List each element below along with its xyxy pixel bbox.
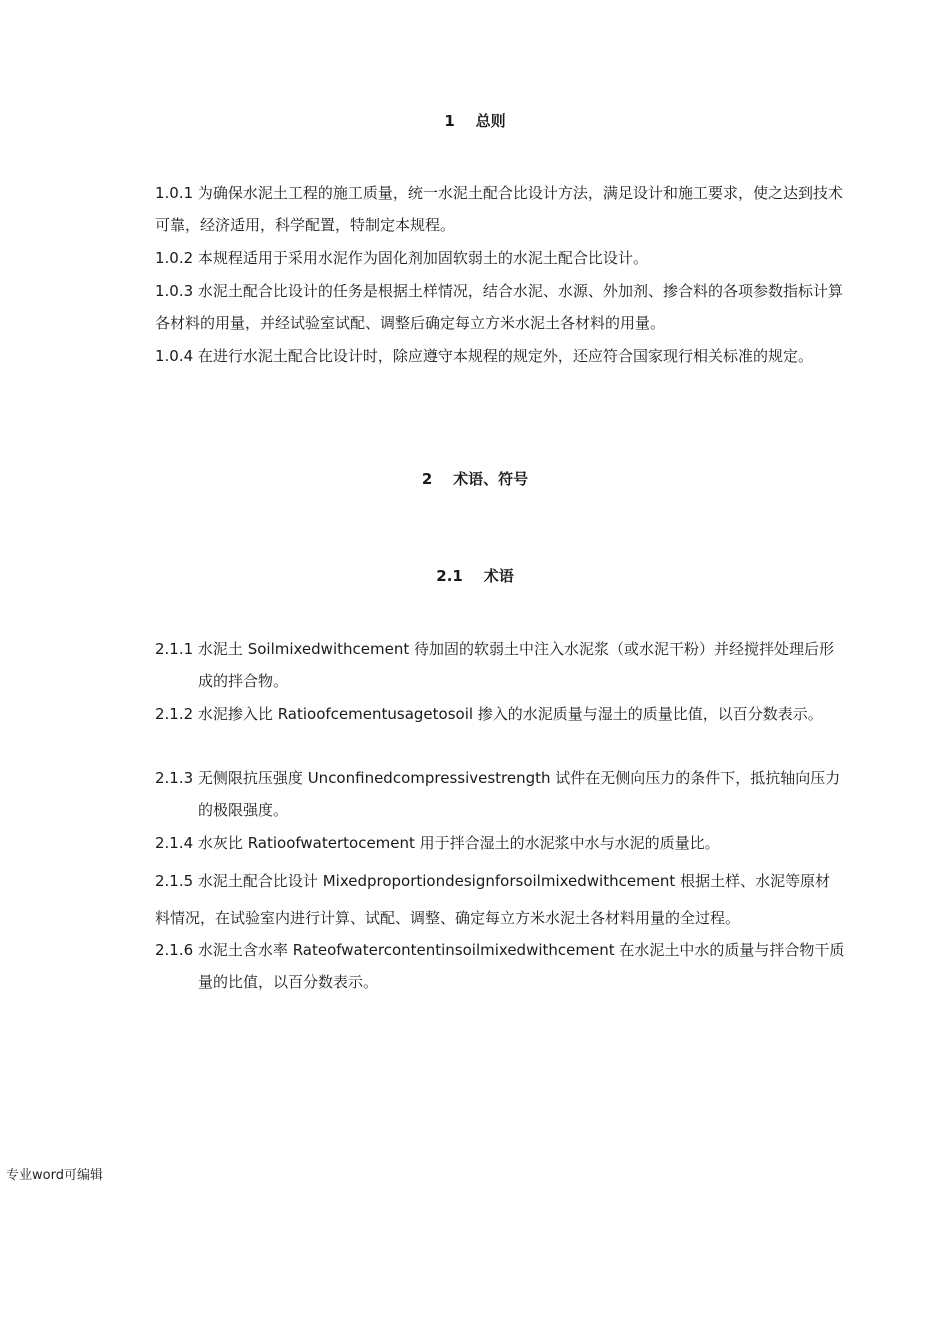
clause-1-0-3: 1.0.3 水泥土配合比设计的任务是根据土样情况，结合水泥、水源、外加剂、掺合料的各项参数指标计算各材料的用量，并经试验室试配、调整后确定每立方米水泥土各材料的用量。 <box>155 282 843 332</box>
clause-2-1-2: 2.1.2 水泥掺入比 Ratioofcementusagetosoil 掺入的水泥质量与湿土的质量比值，以百分数表示。 <box>155 705 823 723</box>
clause-1-0-2: 1.0.2 本规程适用于采用水泥作为固化剂加固软弱土的水泥土配合比设计。 <box>155 249 648 267</box>
clause-2-1-1: 2.1.1 水泥土 Soilmixedwithcement 待加固的软弱土中注入水泥浆（或水泥干粉）并经搅拌处理后形成的拌合物。 <box>155 640 834 690</box>
clause-2-1-3: 2.1.3 无侧限抗压强度 Unconfinedcompressivestrength 试件在无侧向压力的条件下，抵抗轴向压力的极限强度。 <box>155 769 841 819</box>
clause-2-1-5: 2.1.5 水泥土配合比设计 Mixedproportiondesignforsoilmixedwithcement 根据土样、水泥等原材料情况，在试验室内进行计算、试配、调整、确定每立方米水泥土各材料用量的全过程。 <box>155 872 831 927</box>
footer-watermark: 专业word可编辑 <box>6 1168 103 1183</box>
section-2-title: 2 术语、符号 <box>421 470 529 488</box>
clause-2-1-4: 2.1.4 水灰比 Ratioofwatertocement 用于拌合湿土的水泥浆中水与水泥的质量比。 <box>155 834 720 852</box>
section-2-1-title: 2.1 术语 <box>436 567 514 585</box>
section-1-title: 1 总则 <box>444 112 506 130</box>
clause-1-0-1: 1.0.1 为确保水泥土工程的施工质量，统一水泥土配合比设计方法，满足设计和施工要求，使之达到技术可靠，经济适用，科学配置，特制定本规程。 <box>155 184 843 234</box>
clause-2-1-6: 2.1.6 水泥土含水率 Rateofwatercontentinsoilmixedwithcement 在水泥土中水的质量与拌合物干质量的比值，以百分数表示。 <box>155 941 845 991</box>
clause-1-0-4: 1.0.4 在进行水泥土配合比设计时，除应遵守本规程的规定外，还应符合国家现行相关标准的规定。 <box>155 347 813 365</box>
